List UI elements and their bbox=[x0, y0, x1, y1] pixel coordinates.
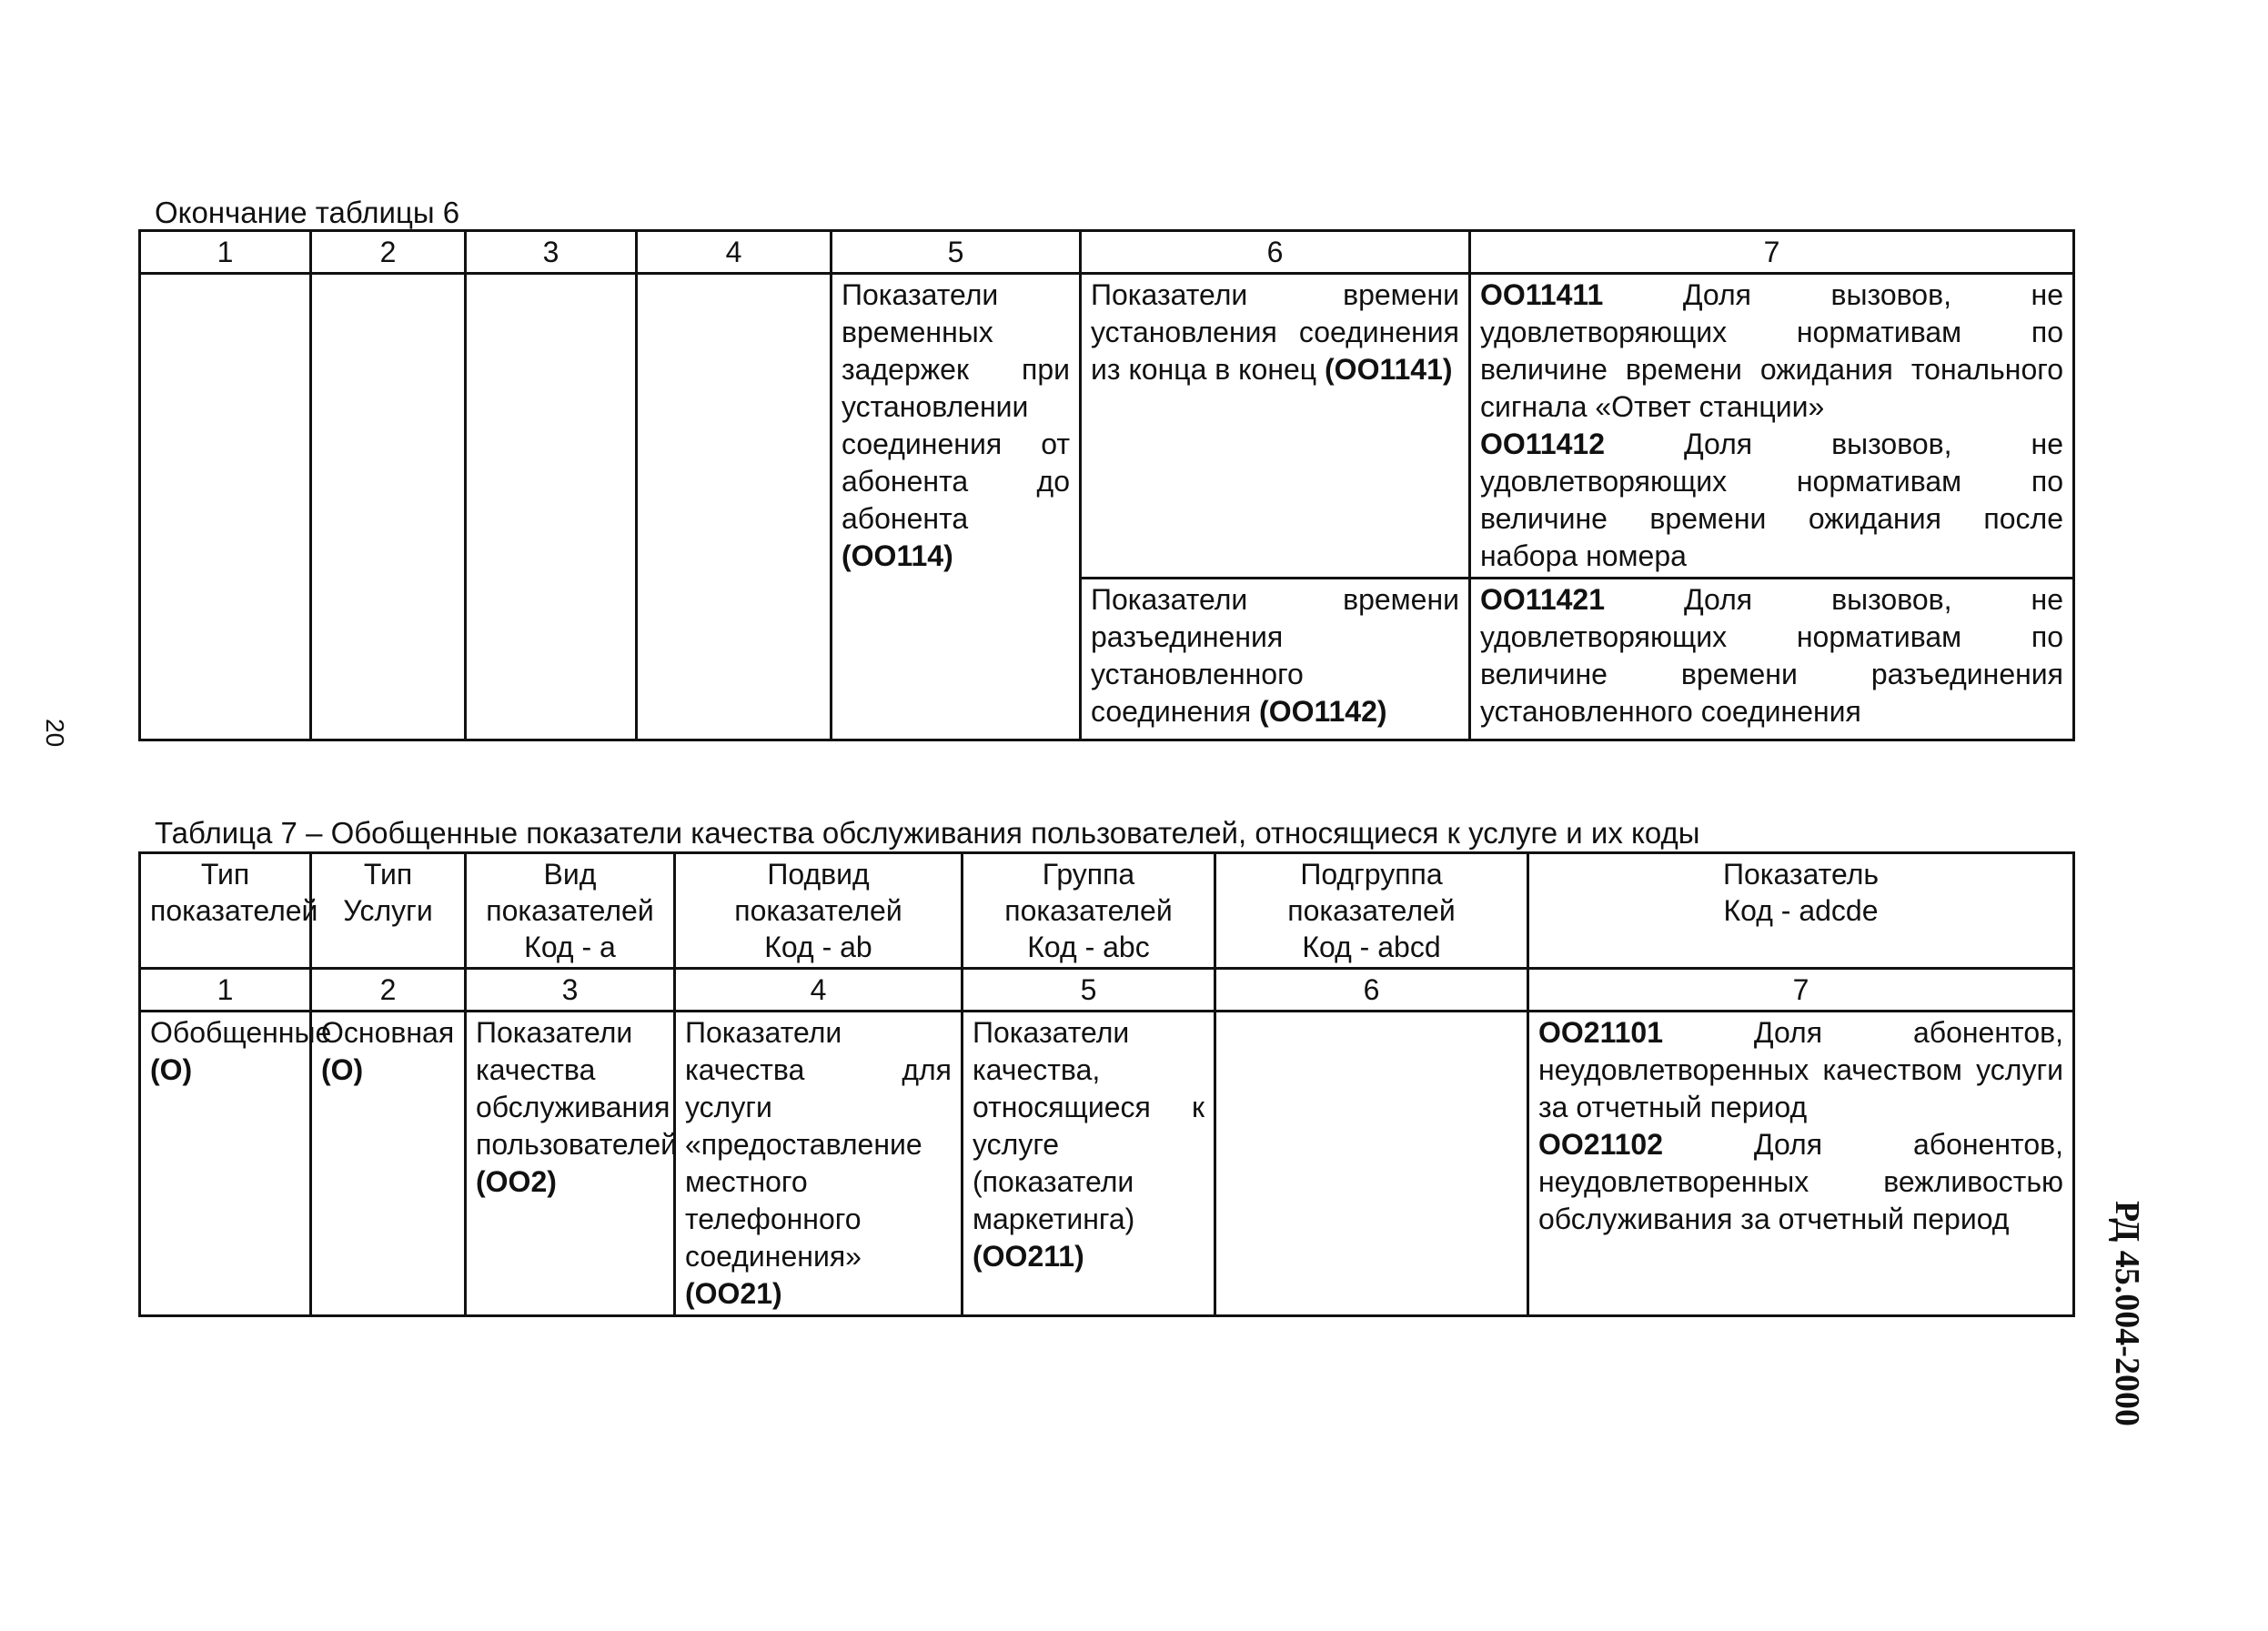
indicator-entry bbox=[1480, 277, 2063, 426]
kind-cell bbox=[466, 1012, 675, 1316]
col-num-5: 5 bbox=[963, 969, 1215, 1012]
subkind-text: Показатели качества для услуги «предоставление местного телефонного соединения» bbox=[685, 1016, 952, 1273]
service-cell bbox=[311, 1012, 466, 1316]
header-label: Тип показателей bbox=[150, 858, 318, 927]
table-row bbox=[140, 274, 2074, 579]
kind-text: Показатели качества обслуживания пользователей bbox=[476, 1016, 677, 1161]
service-code: (О) bbox=[321, 1053, 364, 1086]
subgroup-code: (ОО1142) bbox=[1259, 695, 1387, 728]
subgroup-cell-1 bbox=[1081, 274, 1470, 579]
indicator-code: ОО21102 bbox=[1538, 1128, 1663, 1161]
type-text: Обобщенные bbox=[150, 1016, 332, 1049]
table-row bbox=[140, 1012, 2074, 1316]
table-7 bbox=[138, 851, 2075, 1317]
document-id: РД 45.004-2000 bbox=[2108, 1201, 2146, 1426]
empty-cell-2 bbox=[311, 274, 466, 740]
indicator-code: ОО21101 bbox=[1538, 1016, 1663, 1049]
subkind-code: (ОО21) bbox=[685, 1277, 782, 1310]
table-6-continuation bbox=[138, 229, 2075, 741]
header-label: Показатель bbox=[1722, 858, 1880, 891]
indicator-code: ОО11412 bbox=[1480, 428, 1605, 460]
header-cell bbox=[675, 853, 963, 969]
subgroup-text: Показатели времени установления соединения из конца в конец bbox=[1091, 278, 1459, 386]
col-num-7: 7 bbox=[1470, 231, 2074, 274]
header-code: Код - ab bbox=[764, 931, 872, 963]
column-number-row bbox=[140, 231, 2074, 274]
group-cell bbox=[832, 274, 1081, 740]
header-code: Код - abcd bbox=[1302, 931, 1441, 963]
header-label: Подгруппа показателей bbox=[1287, 858, 1456, 927]
indicator-entry bbox=[1480, 581, 2063, 730]
table6-caption: Окончание таблицы 6 bbox=[155, 196, 460, 229]
group-code: (ОО114) bbox=[842, 539, 953, 572]
header-cell bbox=[1215, 853, 1528, 969]
group-code: (ОО211) bbox=[973, 1240, 1084, 1273]
indicator-text: Доля вызовов, не удовлетворяющих нормативам по величине времени ожидания тонального сигнала «Ответ станции» bbox=[1480, 278, 2063, 423]
indicator-cell bbox=[1528, 1012, 2074, 1316]
indicator-text: Доля вызовов, не удовлетворяющих нормативам по величине времени ожидания после набора номера bbox=[1480, 428, 2064, 572]
header-code: Код - a bbox=[524, 931, 616, 963]
table7-caption: Таблица 7 – Обобщенные показатели качества обслуживания пользователей, относящиеся к услуге и их коды bbox=[155, 816, 1700, 850]
indicator-text: Доля вызовов, не удовлетворяющих нормативам по величине времени разъединения установленного соединения bbox=[1480, 583, 2064, 728]
header-label: Вид показателей bbox=[486, 858, 654, 927]
subgroup-text: Показатели времени разъединения установленного соединения bbox=[1091, 583, 1459, 728]
header-cell bbox=[1528, 853, 2074, 969]
col-num-5: 5 bbox=[832, 231, 1081, 274]
header-code: Код - adcde bbox=[1723, 894, 1879, 927]
group-text: Показатели качества, относящиеся к услуге (показатели маркетинга) bbox=[973, 1016, 1205, 1235]
header-label: Подвид показателей bbox=[734, 858, 902, 927]
col-num-6: 6 bbox=[1081, 231, 1470, 274]
header-cell bbox=[466, 853, 675, 969]
type-cell bbox=[140, 1012, 332, 1316]
group-text: Показатели временных задержек при установлении соединения от абонента до абонента bbox=[842, 278, 1070, 535]
header-cell bbox=[140, 853, 318, 969]
indicator-entry bbox=[1480, 426, 2063, 575]
indicator-code: ОО11421 bbox=[1480, 583, 1605, 616]
header-code: Код - abc bbox=[1027, 931, 1150, 963]
col-num-2: 2 bbox=[311, 231, 466, 274]
header-row bbox=[140, 853, 2074, 969]
indicator-entry bbox=[1538, 1014, 2063, 1126]
col-num-2: 2 bbox=[311, 969, 466, 1012]
empty-cell-1 bbox=[140, 274, 311, 740]
subgroup-code: (ОО1141) bbox=[1325, 353, 1453, 386]
service-text: Основная bbox=[321, 1016, 455, 1049]
col-num-4: 4 bbox=[637, 231, 832, 274]
col-num-4: 4 bbox=[675, 969, 963, 1012]
col-num-6: 6 bbox=[1215, 969, 1528, 1012]
indicator-entry bbox=[1538, 1126, 2063, 1238]
indicator-text: Доля абонентов, неудовлетворенных качеством услуги за отчетный период bbox=[1538, 1016, 2064, 1123]
col-num-3: 3 bbox=[466, 231, 637, 274]
column-number-row bbox=[140, 969, 2074, 1012]
group-cell bbox=[963, 1012, 1215, 1316]
col-num-1: 1 bbox=[140, 231, 311, 274]
indicator-text: Доля абонентов, неудовлетворенных вежливостью обслуживания за отчетный период bbox=[1538, 1128, 2064, 1235]
indicator-cell-1 bbox=[1470, 274, 2074, 579]
kind-code: (ОО2) bbox=[476, 1165, 557, 1198]
col-num-3: 3 bbox=[466, 969, 675, 1012]
header-cell bbox=[963, 853, 1215, 969]
indicator-code: ОО11411 bbox=[1480, 278, 1604, 311]
header-label: Группа показателей bbox=[1004, 858, 1173, 927]
empty-cell-3 bbox=[466, 274, 637, 740]
header-cell bbox=[311, 853, 466, 969]
subgroup-cell-2 bbox=[1081, 579, 1470, 740]
empty-cell-4 bbox=[637, 274, 832, 740]
header-label: Тип Услуги bbox=[343, 858, 433, 927]
subgroup-cell bbox=[1215, 1012, 1528, 1316]
subkind-cell bbox=[675, 1012, 963, 1316]
page-number: 20 bbox=[41, 719, 69, 748]
indicator-cell-2 bbox=[1470, 579, 2074, 740]
col-num-1: 1 bbox=[140, 969, 311, 1012]
type-code: (О) bbox=[150, 1053, 193, 1086]
col-num-7: 7 bbox=[1528, 969, 2074, 1012]
